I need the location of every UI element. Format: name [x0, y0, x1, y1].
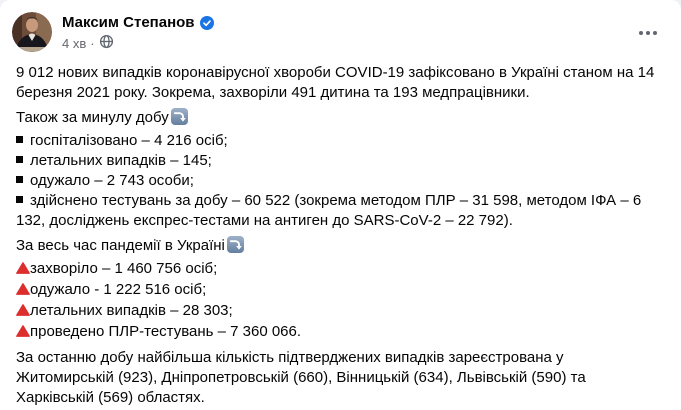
post-outro: За останню добу найбільша кількість підтверджених випадків зареєстрована у Житомирській (923), Дніпропетровській (660), Вінницькій (634), Львівській (590) та Харківській (569) областях. — [16, 349, 586, 406]
post-content — [0, 63, 681, 408]
arrow-curving-down-icon — [227, 236, 244, 253]
pandemic-stat-item — [16, 322, 665, 343]
globe-icon — [99, 34, 114, 53]
more-options-button[interactable] — [635, 23, 661, 43]
pandemic-stat-text: проведено ПЛР-тестувань – 7 360 066. — [30, 323, 302, 340]
pandemic-heading — [16, 236, 665, 256]
red-triangle-icon — [16, 260, 30, 280]
arrow-curving-down-icon — [171, 108, 188, 125]
daily-stat-item — [16, 191, 665, 231]
black-square-bullet-icon — [16, 136, 23, 143]
daily-stat-text: летальних випадків – 145; — [30, 152, 212, 169]
daily-heading — [16, 108, 665, 128]
ellipsis-dot — [646, 31, 650, 35]
black-square-bullet-icon — [16, 196, 23, 203]
black-square-bullet-icon — [16, 156, 23, 163]
verified-badge-icon — [200, 16, 214, 30]
post-intro: 9 012 нових випадків коронавірусної хвороби COVID-19 зафіксовано в Україні станом на 14 березня 2021 року. Зокрема, захворіли 491 дитина та 193 медпрацівники. — [16, 64, 655, 101]
pandemic-stat-item — [16, 259, 665, 280]
red-triangle-icon — [16, 281, 30, 301]
header-text — [62, 12, 214, 53]
author-row — [62, 13, 214, 32]
pandemic-stat-text: летальних випадків – 28 303; — [30, 302, 233, 319]
ellipsis-dot — [653, 31, 657, 35]
daily-stat-item — [16, 131, 665, 151]
daily-stat-text: здійснено тестувань за добу – 60 522 (зокрема методом ПЛР – 31 598, методом ІФА – 6 132, досліджень експрес-тестами на антиген до SARS-CoV-2 – 22 792). — [16, 192, 642, 229]
red-triangle-icon — [16, 302, 30, 322]
red-triangle-icon — [16, 323, 30, 343]
daily-stat-text: госпіталізовано – 4 216 осіб; — [30, 132, 228, 149]
daily-heading-text: Також за минулу добу — [16, 109, 169, 126]
post-header — [0, 0, 681, 53]
daily-stat-item — [16, 171, 665, 191]
post-meta — [62, 34, 214, 53]
timestamp[interactable]: 4 хв — [62, 35, 87, 51]
black-square-bullet-icon — [16, 176, 23, 183]
avatar[interactable] — [12, 12, 52, 52]
author-name[interactable]: Максим Степанов — [62, 14, 195, 31]
pandemic-stat-item — [16, 280, 665, 301]
pandemic-heading-text: За весь час пандемії в Україні — [16, 237, 225, 254]
ellipsis-dot — [639, 31, 643, 35]
pandemic-stat-item — [16, 301, 665, 322]
daily-stat-item — [16, 151, 665, 171]
meta-separator: · — [90, 35, 95, 51]
pandemic-stat-text: одужало - 1 222 516 осіб; — [30, 281, 207, 298]
daily-stat-text: одужало – 2 743 особи; — [30, 172, 194, 189]
pandemic-stat-text: захворіло – 1 460 756 осіб; — [30, 260, 218, 277]
